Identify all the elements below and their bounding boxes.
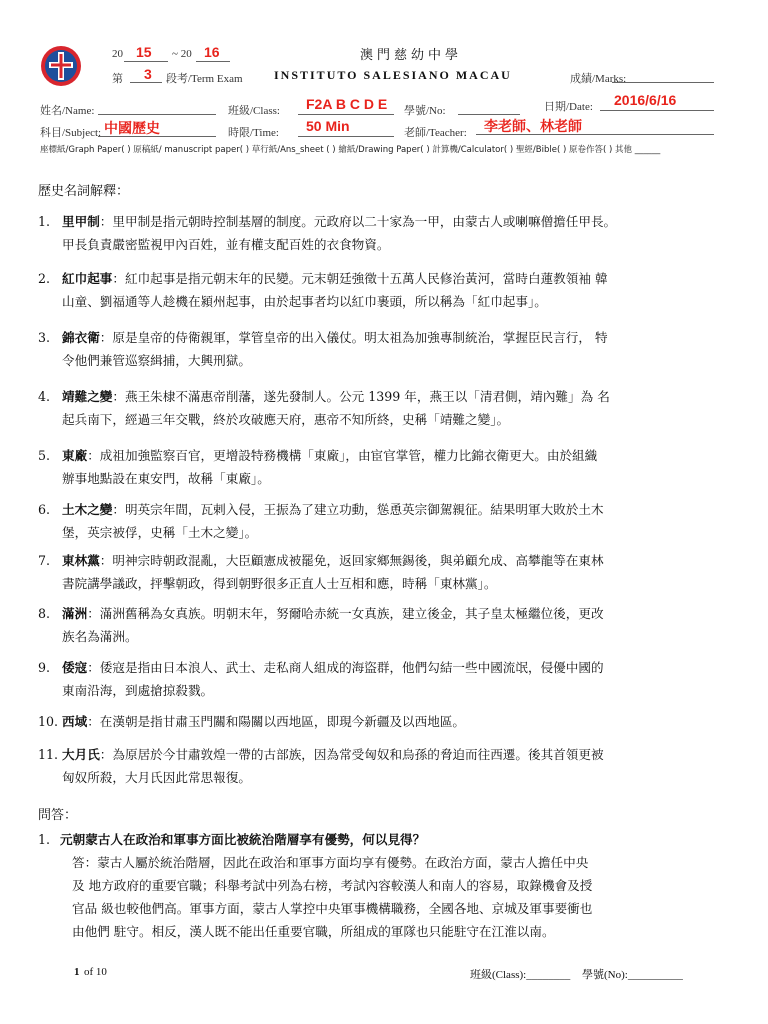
school-name-chinese: 澳門慈幼中學 (360, 48, 463, 63)
time-value: 50 Min (306, 118, 350, 134)
term-item (38, 656, 738, 702)
term-name: 滿洲 (62, 606, 88, 621)
term-item (38, 743, 738, 789)
term-name: 倭寇 (62, 660, 88, 675)
question-number: 1. (38, 832, 51, 847)
term-definition-line: 令他們兼管巡察緝捕，大興刑獄。 (62, 353, 251, 368)
term-definition-line: 起兵南下，經過三年交戰，終於攻破應天府，惠帝不知所終，史稱「靖難之變」。 (62, 412, 510, 427)
term-name: 錦衣衛 (62, 330, 100, 345)
footer-no-field: 學號(No):__________ (582, 969, 683, 981)
year-separator: ~ 20 (172, 48, 192, 60)
year-start-value: 15 (136, 44, 152, 60)
term-name: 紅巾起事 (62, 271, 113, 286)
term-definition-line: 堡，英宗被俘，史稱「土木之變」。 (62, 525, 258, 540)
term-item (38, 444, 738, 490)
answer-line: 由他們 駐守。相反，漢人既不能出任重要官職，所組成的軍隊也只能駐守在江淮以南。 (72, 924, 555, 939)
term-number: 8. (38, 606, 51, 621)
term-name: 靖難之變 (62, 389, 113, 404)
footer-class-field: 班級(Class):________ (470, 969, 571, 981)
term-definition-line: 原是皇帝的侍衛親軍，掌管皇帝的出入儀仗。明太祖為加強專制統治，掌握臣民言行， 特 (112, 330, 608, 345)
answer-line: 答：蒙古人屬於統治階層，因此在政治和軍事方面均享有優勢。在政治方面，蒙古人擔任中央 (72, 855, 589, 870)
term-definition-line: 東南沿海，到處搶掠殺戮。 (62, 683, 214, 698)
term-separator: ： (87, 660, 100, 675)
subject-label: 科目/Subject: (40, 127, 102, 139)
answer-line: 官品 級也較他們高。軍事方面，蒙古人掌控中央軍事機構職務，全國各地、京城及軍事要衝也 (72, 901, 593, 916)
term-name: 東廠 (62, 448, 88, 463)
term-definition-line: 明神宗時朝政混亂，大臣顧憲成被罷免，返回家鄉無錫後，與弟顧允成、高攀龍等在東林 (112, 553, 604, 568)
page-total: of 10 (84, 966, 107, 978)
marks-label: 成績/Marks: (570, 73, 627, 85)
term-number: 5. (38, 448, 51, 463)
term-separator: ： (87, 448, 100, 463)
term-definition-line: 在漢朝是指甘肅玉門關和陽關以西地區，即現今新疆及以西地區。 (99, 714, 465, 729)
term-separator: ： (112, 502, 125, 517)
term-definition-line: 滿洲舊稱為女真族。明朝末年，努爾哈赤統一女真族，建立後金，其子皇太極繼位後，更改 (99, 606, 604, 621)
teacher-value: 李老師、林老師 (484, 118, 582, 134)
term-number: 3. (38, 330, 51, 345)
question-item (38, 828, 738, 943)
year-start-prefix: 20 (112, 48, 123, 60)
term-item (38, 267, 738, 313)
name-label: 姓名/Name: (40, 105, 95, 117)
class-label: 班級/Class: (228, 105, 280, 117)
term-item (38, 326, 738, 372)
term-separator: ： (87, 714, 100, 729)
term-definition-line: 為原居於今甘肅敦煌一帶的古部族，因為常受匈奴和烏孫的脅迫而往西遷。後其首領更被 (112, 747, 604, 762)
term-separator: ： (99, 330, 113, 345)
section-title-qa: 問答： (38, 808, 78, 823)
term-item (38, 549, 738, 595)
term-number: 3 (144, 66, 152, 82)
page-number: 1 (74, 966, 80, 978)
school-crest-logo (40, 44, 82, 88)
term-item (38, 710, 738, 733)
term-item (38, 210, 738, 256)
term-number: 4. (38, 389, 51, 404)
term-definition-line: 辦事地點設在東安門，故稱「東廠」。 (62, 471, 270, 486)
year-end-value: 16 (204, 44, 220, 60)
term-definition-line: 山童、劉福通等人趁機在潁州起事，由於起事者均以紅巾裹頭，所以稱為「紅巾起事」。 (62, 294, 547, 309)
term-number: 6. (38, 502, 51, 517)
section-title-terms: 歷史名詞解釋： (38, 184, 130, 199)
question-text: 元朝蒙古人在政治和軍事方面比被統治階層享有優勢，何以見得？ (60, 832, 426, 847)
term-suffix: 段考/Term Exam (166, 73, 243, 85)
date-value: 2016/6/16 (614, 92, 677, 108)
answer-line: 及 地方政府的重要官職；科舉考試中列為右榜，考試內容較漢人和南人的容易，取錄機會及授 (72, 878, 593, 893)
term-number: 7. (38, 553, 51, 568)
term-name: 大月氏 (62, 747, 100, 762)
term-separator: ： (99, 747, 113, 762)
term-separator: ： (99, 553, 113, 568)
exam-materials-checklist: 座標紙/Graph Paper( ) 原稿紙/ manuscript paper( ) 草行紙/Ans_sheet ( ) 繪紙/Drawing Paper( ) 計算機/Calculator( ) 聖經/Bible( ) 原卷作答( ) 其他 ______ (40, 145, 661, 155)
term-separator: ： (112, 389, 125, 404)
term-name: 里甲制 (62, 214, 100, 229)
term-item (38, 385, 738, 431)
term-number: 1. (38, 214, 51, 229)
term-name: 東林黨 (62, 553, 100, 568)
term-definition-line: 燕王朱棣不滿惠帝削藩，遂先發制人。公元 1399 年，燕王以「清君側，靖內難」為 名 (124, 389, 610, 404)
teacher-label: 老師/Teacher: (404, 127, 467, 139)
term-definition-line: 族名為滿洲。 (62, 629, 138, 644)
term-separator: ： (99, 214, 113, 229)
term-separator: ： (112, 271, 125, 286)
term-name: 土木之變 (62, 502, 113, 517)
term-separator: ： (87, 606, 100, 621)
term-number: 10. (38, 714, 59, 729)
date-label: 日期/Date: (544, 101, 593, 113)
term-definition-line: 明英宗年間，瓦剌入侵，王振為了建立功動，慫恿英宗御駕親征。結果明軍大敗於土木 (124, 502, 604, 517)
school-name-english: INSTITUTO SALESIANO MACAU (274, 68, 512, 82)
term-definition-line: 倭寇是指由日本浪人、武士、走私商人組成的海盜群，他們勾結一些中國流氓，侵優中國的 (99, 660, 604, 675)
term-definition-line: 書院講學議政，抨擊朝政，得到朝野很多正直人士互相和應，時稱「東林黨」。 (62, 576, 497, 591)
term-number: 2. (38, 271, 51, 286)
term-definition-line: 甲長負責嚴密監視甲內百姓，並有權支配百姓的衣食物資。 (62, 237, 390, 252)
answer-block (60, 851, 738, 943)
term-number: 9. (38, 660, 51, 675)
term-name: 西域 (62, 714, 88, 729)
term-definition-line: 紅巾起事是指元朝末年的民變。元末朝廷強徵十五萬人民修治黃河，當時白蓮教領袖 韓 (124, 271, 608, 286)
time-label: 時限/Time: (228, 127, 279, 139)
term-definition-line: 成祖加強監察百官，更增設特務機構「東廠」，由宦官掌管，權力比錦衣衛更大。由於組織 (99, 448, 598, 463)
term-number: 11. (38, 747, 59, 762)
term-prefix: 第 (112, 73, 123, 85)
term-item (38, 498, 738, 544)
term-definition-line: 匈奴所殺，大月氏因此常思報復。 (62, 770, 251, 785)
student-no-label: 學號/No: (404, 105, 446, 117)
term-definition-line: 里甲制是指元朝時控制基層的制度。元政府以二十家為一甲，由蒙古人或喇嘛僧擔任甲長。 (112, 214, 617, 229)
term-item (38, 602, 738, 648)
subject-value: 中國歷史 (104, 120, 160, 136)
class-value: F2A B C D E (306, 96, 388, 112)
